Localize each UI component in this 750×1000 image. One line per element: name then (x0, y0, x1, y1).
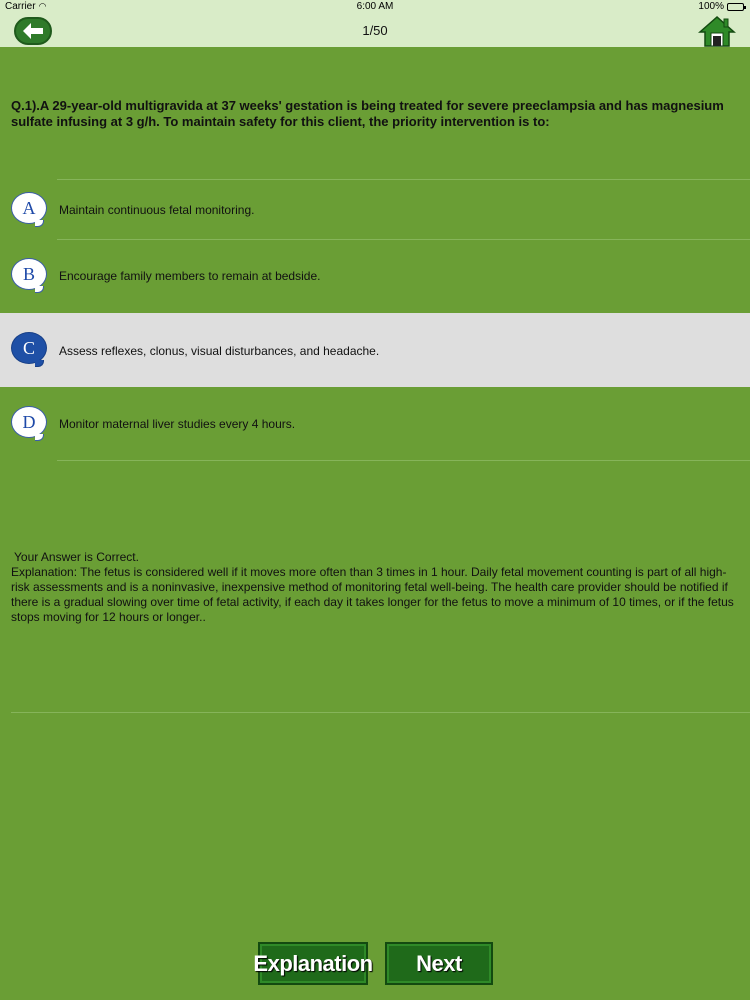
explanation-text: Explanation: The fetus is considered well if it moves more often than 3 times in 1 hour. Daily fetal movement counting is part of all high-risk assessments and is a noninvasive, inexpensive method of monitoring fetal well-being. The health care provider should be notified if there is a gradual slowing over time of fetal activity, if each day it takes longer for the fetus to move a minimum of 10 times, or if the fetus stops moving for 12 hours or longer.. (11, 565, 734, 624)
battery-percent: 100% (698, 1, 724, 12)
battery-indicator (698, 1, 744, 12)
option-letter-c: C (11, 332, 47, 364)
divider (57, 179, 750, 180)
option-letter-a: A (11, 192, 47, 224)
option-letter-b: B (11, 258, 47, 290)
option-text-b: Encourage family members to remain at bedside. (59, 269, 321, 283)
question-progress: 1/50 (362, 23, 388, 38)
option-text-c: Assess reflexes, clonus, visual disturbances, and headache. (59, 344, 380, 358)
answer-status: Your Answer is Correct. (14, 550, 139, 564)
battery-icon (727, 3, 744, 11)
divider (11, 712, 750, 713)
home-button[interactable] (698, 15, 736, 47)
divider (57, 239, 750, 240)
explanation-button[interactable]: Explanation (258, 942, 368, 985)
option-letter-d: D (11, 406, 47, 438)
nav-bar (0, 14, 750, 47)
status-bar (0, 0, 750, 14)
option-c[interactable] (0, 313, 750, 387)
option-b[interactable] (0, 241, 750, 311)
carrier-label: Carrier ◠ (5, 1, 47, 12)
wifi-icon: ◠ (38, 1, 47, 11)
option-a[interactable] (0, 181, 750, 238)
clock: 6:00 AM (356, 1, 394, 12)
option-text-a: Maintain continuous fetal monitoring. (59, 203, 255, 217)
next-button[interactable]: Next (385, 942, 493, 985)
divider (57, 460, 750, 461)
answer-feedback (11, 550, 741, 625)
option-d[interactable] (0, 389, 750, 459)
option-text-d: Monitor maternal liver studies every 4 hours. (59, 417, 296, 431)
question-text: Q.1).A 29-year-old multigravida at 37 weeks' gestation is being treated for severe preeclampsia and has magnesium sulfate infusing at 3 g/h. To maintain safety for this client, the priority intervention is to: (11, 98, 724, 129)
home-icon (698, 15, 736, 47)
